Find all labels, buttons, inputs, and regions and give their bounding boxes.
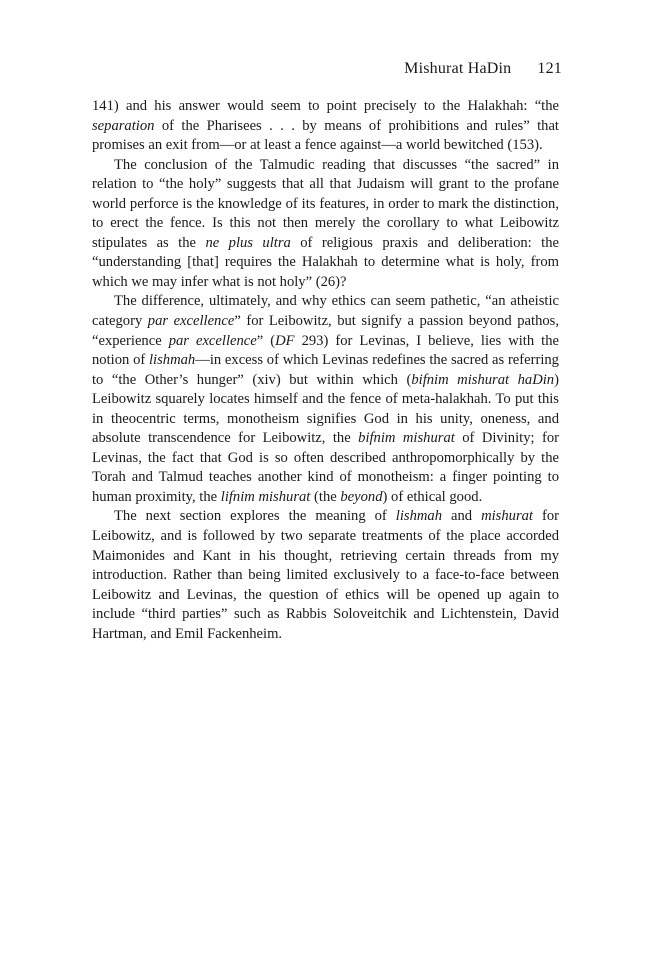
text-run: of the Pharisees . . . by means of prohibitions and rules” that promises an exit from—or at least a fence against—a world bewitched (153).	[92, 117, 559, 154]
text-run: The difference, ultimately, and why ethics can seem pathetic, “an atheistic category	[92, 293, 559, 330]
text-run: ” for Leibowitz, but signify a passion beyond pathos, “experience	[92, 313, 560, 349]
page-number: 121	[537, 60, 562, 77]
italic-text: bifnim mishurat haDin	[411, 371, 555, 388]
text-run: ) of ethical good.	[382, 488, 483, 505]
italic-text: lishmah	[149, 352, 196, 369]
italic-text: par excellence	[168, 332, 257, 349]
paragraph	[92, 97, 559, 156]
text-run: ) Leibowitz squarely locates himself and the fence of meta-halakhah. To put this in theocentric terms, monotheism signifies God in his unity, oneness, and absolute transcendence for Leibowitz, the	[92, 371, 559, 447]
italic-text: DF	[275, 332, 295, 349]
running-head-title: Mishurat HaDin	[404, 60, 512, 77]
paragraph	[92, 507, 559, 644]
text-run: 293) for Levinas, I believe, lies with the notion of	[92, 332, 559, 369]
italic-text: separation	[92, 117, 155, 134]
text-run: The next section explores the meaning of	[114, 508, 396, 525]
paragraph	[92, 156, 559, 293]
text-run: for Leibowitz, and is followed by two separate treatments of the place accorded Maimonides and Kant in his thought, retrieving certain threads from my introduction. Rather than being limited exclusively to a face-to-face between Leibowitz and Levinas, the question of ethics will be opened up again to include “third parties” such as Rabbis Soloveitchik and Lichtenstein, David Hartman, and Emil Fackenheim.	[92, 508, 559, 642]
text-run: of religious praxis and deliberation: the “understanding [that] requires the Halakhah to determine what is holy, from which we may infer what is not holy” (26)?	[92, 234, 560, 290]
italic-text: bifnim mishurat	[358, 430, 455, 447]
italic-text: lishmah	[395, 508, 443, 525]
italic-text: ne plus ultra	[205, 234, 291, 251]
italic-text: beyond	[340, 488, 383, 505]
text-run: ” (	[256, 332, 276, 349]
italic-text: mishurat	[481, 508, 533, 525]
text-run: (the	[310, 488, 341, 505]
text-run: and	[442, 508, 482, 525]
italic-text: lifnim mishurat	[220, 488, 311, 505]
body-text	[92, 97, 559, 644]
text-run: of Divinity; for Levinas, the fact that God is so often described anthropomorphically by the Torah and Talmud teaches another kind of monotheism: a finger pointing to human proximity, the	[92, 430, 559, 505]
running-head	[404, 60, 562, 78]
text-run: 141) and his answer would seem to point precisely to the Halakhah: “the	[92, 98, 559, 114]
italic-text: par excellence	[147, 313, 235, 330]
text-run: —in excess of which Levinas redefines the sacred as referring to “the Other’s hunger” (xiv) but within which (	[92, 352, 559, 388]
text-run: The conclusion of the Talmudic reading that discusses “the sacred” in relation to “the holy” suggests that all that Judaism will grant to the profane world perforce is the knowledge of its features, in order to mark the distinction, to erect the fence. Is this not then merely the corollary to what Leibowitz stipulates as the	[92, 156, 559, 251]
paragraph	[92, 292, 559, 507]
